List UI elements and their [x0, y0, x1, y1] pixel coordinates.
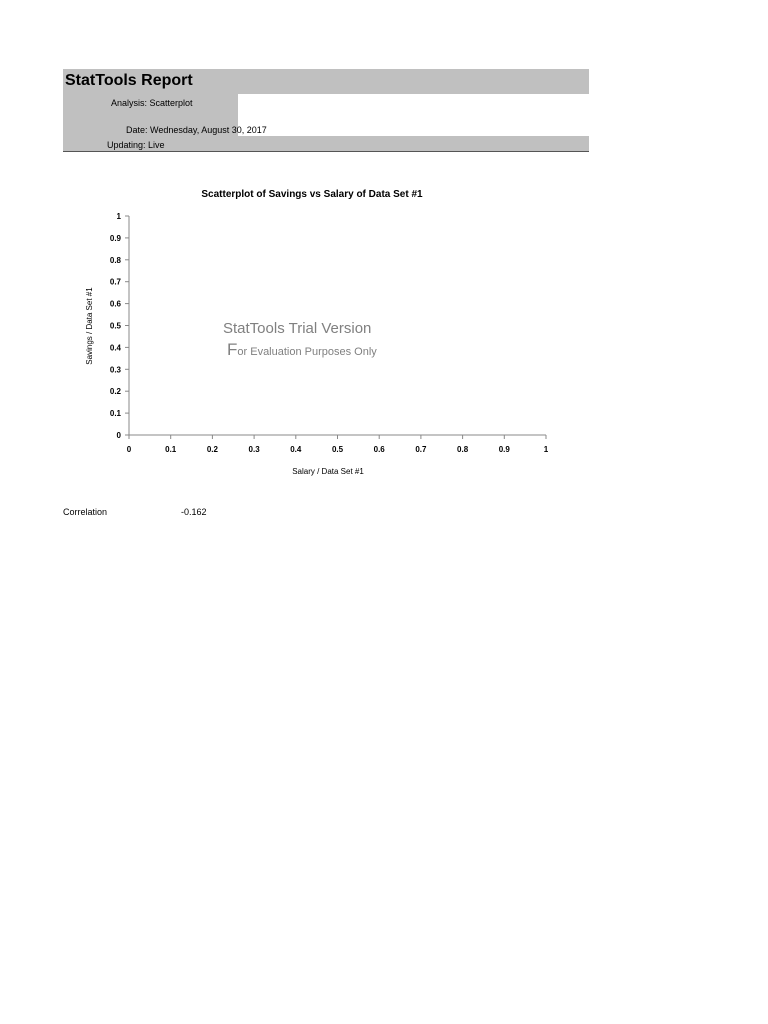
y-tick-label: 0 [116, 431, 121, 440]
y-tick-label: 0.2 [109, 387, 121, 397]
correlation-label: Correlation [63, 507, 108, 517]
analysis-row [111, 98, 193, 108]
chart-title: Scatterplot of Savings vs Salary of Data Set #1 [201, 189, 423, 200]
x-tick-label: 0.4 [290, 445, 302, 454]
y-tick-label: 1 [116, 212, 121, 221]
watermark-line-2 [227, 340, 377, 359]
x-tick-label: 0.8 [457, 445, 469, 454]
y-tick-label: 0.3 [109, 365, 121, 375]
date-value: Wednesday, August 30, 2017 [150, 125, 267, 135]
correlation-value: -0.162 [181, 507, 207, 517]
report-title: StatTools Report [65, 72, 193, 89]
watermark-line-1: StatTools Trial Version [223, 320, 372, 337]
y-tick-label: 0.5 [109, 321, 121, 331]
x-tick-label: 0.7 [415, 445, 427, 454]
x-tick-label: 0.2 [206, 445, 218, 454]
x-tick-label: 0.5 [331, 445, 344, 454]
updating-label: Updating: [107, 140, 146, 150]
updating-row [107, 140, 165, 150]
y-axis-label: Savings / Data Set #1 [85, 287, 94, 365]
y-tick-label: 0.6 [109, 299, 121, 309]
analysis-value: Scatterplot [149, 98, 193, 108]
y-tick-label: 0.4 [109, 343, 121, 353]
y-tick-label: 0.7 [109, 277, 121, 287]
scatterplot-chart [60, 178, 580, 488]
y-tick-label: 0.9 [109, 233, 121, 243]
date-label: Date: [126, 125, 148, 135]
x-tick-label: 0.3 [248, 445, 260, 454]
trial-watermark [223, 320, 377, 359]
y-tick-label: 0.8 [109, 255, 121, 265]
report-header [63, 69, 589, 152]
y-tick-label: 0.1 [109, 409, 121, 419]
x-axis-label: Salary / Data Set #1 [292, 467, 364, 476]
x-tick-label: 0 [126, 445, 132, 454]
watermark-rest: or Evaluation Purposes Only [237, 346, 377, 358]
updating-value: Live [148, 140, 165, 150]
date-row [126, 125, 267, 135]
watermark-initial: F [227, 340, 238, 359]
x-tick-label: 0.6 [373, 445, 385, 454]
chart-canvas [60, 178, 580, 488]
correlation-row [63, 507, 263, 521]
x-tick-label: 0.1 [165, 445, 177, 454]
x-tick-label: 1 [543, 445, 549, 454]
analysis-label: Analysis: [111, 98, 148, 108]
x-tick-label: 0.9 [498, 445, 510, 454]
